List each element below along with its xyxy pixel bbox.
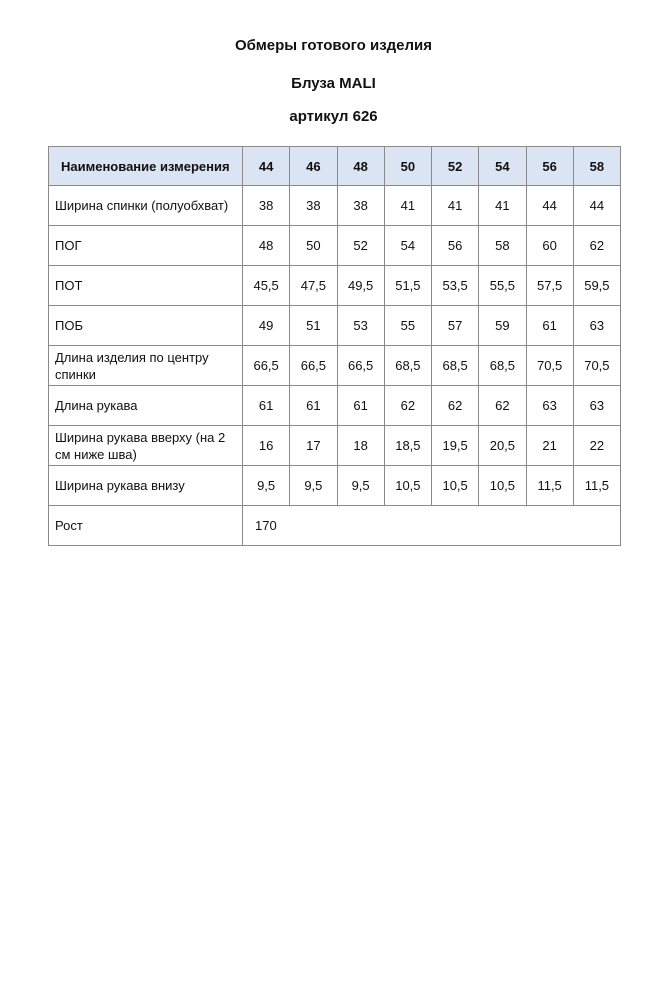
measurement-value: 55,5 xyxy=(479,266,526,306)
measurement-value: 66,5 xyxy=(290,346,337,386)
height-value: 170 xyxy=(243,506,621,546)
measurement-value: 9,5 xyxy=(243,466,290,506)
measurement-value: 61 xyxy=(526,306,573,346)
measurement-value: 68,5 xyxy=(384,346,431,386)
size-header: 54 xyxy=(479,147,526,186)
measurement-value: 61 xyxy=(243,386,290,426)
product-name: Блуза MALI xyxy=(291,75,376,92)
document-title: Обмеры готового изделия xyxy=(234,37,433,54)
measurement-value: 70,5 xyxy=(526,346,573,386)
measurement-value: 62 xyxy=(573,226,620,266)
measurement-value: 17 xyxy=(290,426,337,466)
size-header: 46 xyxy=(290,147,337,186)
measurement-value: 61 xyxy=(290,386,337,426)
measurement-value: 49 xyxy=(243,306,290,346)
table-header-row xyxy=(49,147,621,186)
measurement-value: 60 xyxy=(526,226,573,266)
measurement-value: 62 xyxy=(384,386,431,426)
measurement-value: 38 xyxy=(243,186,290,226)
measurement-value: 50 xyxy=(290,226,337,266)
measurement-value: 21 xyxy=(526,426,573,466)
measurement-value: 59,5 xyxy=(573,266,620,306)
measurement-value: 59 xyxy=(479,306,526,346)
table-row xyxy=(49,426,621,466)
measurement-name: ПОТ xyxy=(49,266,243,306)
measurement-value: 66,5 xyxy=(243,346,290,386)
measurement-value: 19,5 xyxy=(432,426,479,466)
measurement-value: 62 xyxy=(432,386,479,426)
measurement-value: 10,5 xyxy=(432,466,479,506)
measurement-value: 10,5 xyxy=(479,466,526,506)
table-row xyxy=(49,186,621,226)
measurement-value: 54 xyxy=(384,226,431,266)
measurement-name: Ширина рукава внизу xyxy=(49,466,243,506)
measurement-value: 58 xyxy=(479,226,526,266)
measurement-name: Длина изделия по центру спинки xyxy=(49,346,243,386)
measurement-value: 70,5 xyxy=(573,346,620,386)
measurement-value: 22 xyxy=(573,426,620,466)
table-row xyxy=(49,466,621,506)
measurement-value: 63 xyxy=(526,386,573,426)
measurement-value: 48 xyxy=(243,226,290,266)
measurement-name-header: Наименование измерения xyxy=(49,147,243,186)
measurement-name: Ширина спинки (полуобхват) xyxy=(49,186,243,226)
table-row xyxy=(49,266,621,306)
measurement-value: 10,5 xyxy=(384,466,431,506)
measurement-value: 41 xyxy=(432,186,479,226)
measurement-value: 11,5 xyxy=(526,466,573,506)
measurement-value: 63 xyxy=(573,386,620,426)
table-row xyxy=(49,346,621,386)
measurement-name: Длина рукава xyxy=(49,386,243,426)
height-label: Рост xyxy=(49,506,243,546)
measurement-value: 56 xyxy=(432,226,479,266)
measurement-value: 66,5 xyxy=(337,346,384,386)
article-number: артикул 626 xyxy=(289,108,378,125)
measurement-value: 51,5 xyxy=(384,266,431,306)
table-row xyxy=(49,226,621,266)
measurement-name: ПОБ xyxy=(49,306,243,346)
size-header: 48 xyxy=(337,147,384,186)
measurement-value: 38 xyxy=(337,186,384,226)
measurement-value: 55 xyxy=(384,306,431,346)
measurement-value: 63 xyxy=(573,306,620,346)
table-row xyxy=(49,386,621,426)
measurement-value: 16 xyxy=(243,426,290,466)
measurement-value: 61 xyxy=(337,386,384,426)
measurement-value: 41 xyxy=(479,186,526,226)
measurement-value: 11,5 xyxy=(573,466,620,506)
measurement-value: 18,5 xyxy=(384,426,431,466)
measurement-value: 20,5 xyxy=(479,426,526,466)
measurement-value: 51 xyxy=(290,306,337,346)
measurement-value: 53,5 xyxy=(432,266,479,306)
measurement-value: 57 xyxy=(432,306,479,346)
measurement-name: ПОГ xyxy=(49,226,243,266)
measurement-value: 44 xyxy=(573,186,620,226)
measurement-value: 38 xyxy=(290,186,337,226)
measurement-value: 47,5 xyxy=(290,266,337,306)
measurement-value: 49,5 xyxy=(337,266,384,306)
measurement-value: 52 xyxy=(337,226,384,266)
size-header: 44 xyxy=(243,147,290,186)
size-header: 50 xyxy=(384,147,431,186)
size-header: 52 xyxy=(432,147,479,186)
measurement-value: 9,5 xyxy=(290,466,337,506)
table-row xyxy=(49,306,621,346)
size-header: 58 xyxy=(573,147,620,186)
measurement-value: 9,5 xyxy=(337,466,384,506)
measurement-name: Ширина рукава вверху (на 2 см ниже шва) xyxy=(49,426,243,466)
size-header: 56 xyxy=(526,147,573,186)
table-row xyxy=(49,506,621,546)
measurement-value: 41 xyxy=(384,186,431,226)
measurements-table xyxy=(48,146,621,546)
measurement-value: 62 xyxy=(479,386,526,426)
measurement-value: 44 xyxy=(526,186,573,226)
measurement-value: 53 xyxy=(337,306,384,346)
measurement-value: 45,5 xyxy=(243,266,290,306)
measurement-value: 68,5 xyxy=(479,346,526,386)
measurement-value: 68,5 xyxy=(432,346,479,386)
measurement-value: 18 xyxy=(337,426,384,466)
measurement-value: 57,5 xyxy=(526,266,573,306)
